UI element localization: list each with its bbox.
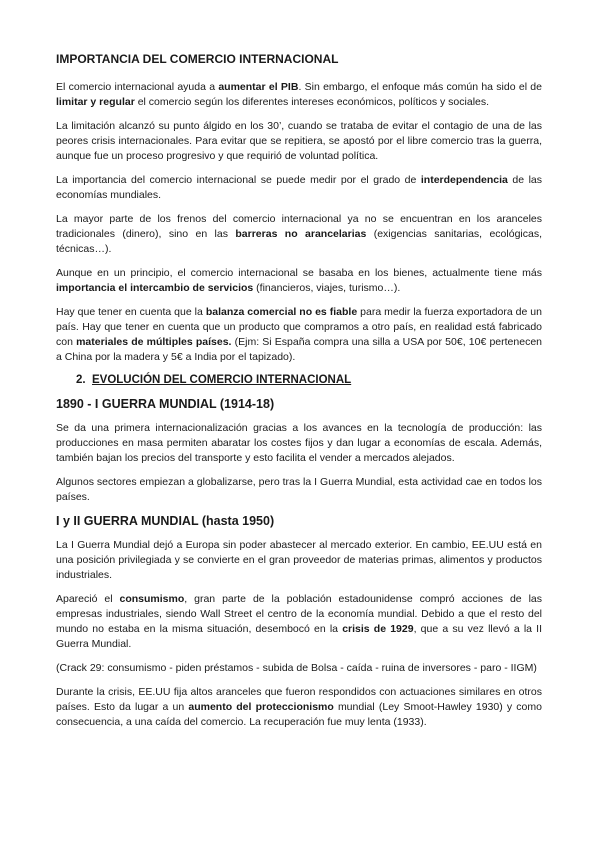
paragraph-servicios: [56, 266, 542, 296]
text: el comercio según los diferentes intereses económicos, políticos y sociales.: [134, 96, 490, 108]
document-body: [56, 52, 542, 739]
paragraph-balanza: [56, 305, 542, 365]
text: Durante la crisis, EE.UU fija altos aranceles que fueron respondidos con actuaciones similares en otros países. Esto da lugar a un: [56, 686, 542, 713]
paragraph-consumismo: [56, 592, 542, 652]
subheading-1890: 1890 - I GUERRA MUNDIAL (1914-18): [56, 397, 275, 411]
text: (Ejm: Si España compra una silla a USA por 50€, 10€ pertenecen a China por la madera y 5€ a India por el tapizado).: [56, 336, 542, 363]
paragraph-interdependencia: [56, 173, 542, 203]
text: (financieros, viajes, turismo…).: [253, 282, 401, 294]
text: , que a su vez llevó a la II Guerra Mundial.: [56, 623, 542, 650]
section-number: 2.: [76, 374, 86, 386]
text: El comercio internacional ayuda a: [56, 81, 219, 93]
subheading-guerras: I y II GUERRA MUNDIAL (hasta 1950): [56, 514, 275, 528]
paragraph-globalizarse: Algunos sectores empiezan a globalizarse, pero tras la I Guerra Mundial, esta actividad cae en todos los países.: [56, 476, 542, 503]
bold-text: balanza comercial no es fiable: [205, 306, 358, 318]
bold-text: aumentar el PIB: [218, 81, 299, 93]
bold-text: interdependencia: [420, 174, 508, 186]
text: La importancia del comercio internacional se puede medir por el grado de: [56, 174, 421, 186]
bold-text: crisis de 1929: [342, 623, 414, 635]
paragraph-internacionalizacion: Se da una primera internacionalización gracias a los avances en la tecnología de producción: las producciones en masa permiten abaratar los costes fijos y dan lugar a economías de escala. Además, también bajan los precios del transporte y esto facilita el vender a mercados alejados.: [56, 422, 542, 464]
text: para medir la fuerza exportadora de un país. Hay que tener en cuenta que un producto que compramos a otro país, en realidad está fabricado con: [56, 306, 542, 348]
text: , gran parte de la población estadounidense compró acciones de las empresas industriales, siendo Wall Street el centro de la economía mundial. Debido a que el resto del mundo no estaba en la misma situación, desembocó en la: [56, 593, 543, 635]
paragraph-crack: (Crack 29: consumismo - piden préstamos - subida de Bolsa - caída - ruina de inversores - paro - IIGM): [56, 662, 537, 674]
bold-text: consumismo: [119, 593, 185, 605]
text: (exigencias sanitarias, ecológicas, técnicas…).: [56, 228, 543, 255]
text: mundial (Ley Smoot-Hawley 1930) y como consecuencia, a una caída del comercio. La recuperación fue muy lenta (1933).: [56, 701, 542, 728]
text: . Sin embargo, el enfoque más común ha sido el de: [298, 81, 542, 93]
text: de las economías mundiales.: [56, 174, 543, 201]
paragraph-pib: [56, 80, 542, 110]
paragraph-barreras: [56, 212, 542, 257]
paragraph-limitacion: La limitación alcanzó su punto álgido en los 30’, cuando se trataba de evitar el contagio de una de las peores crisis internacionales. Para evitar que se repitiera, se apostó por el libre comercio tras la guerra, aunque fue un proceso progresivo y que requirió de voluntad política.: [56, 120, 542, 162]
text: Hay que tener en cuenta que la: [56, 306, 206, 318]
bold-text: barreras no arancelarias: [235, 228, 367, 240]
bold-text: importancia el intercambio de servicios: [56, 282, 254, 294]
section-title: EVOLUCIÓN DEL COMERCIO INTERNACIONAL: [92, 374, 352, 386]
text: Aunque en un principio, el comercio internacional se basaba en los bienes, actualmente tiene más: [56, 267, 542, 279]
text: Apareció el: [56, 593, 120, 605]
bold-text: aumento del proteccionismo: [188, 701, 334, 713]
text: La mayor parte de los frenos del comercio internacional ya no se encuentran en los aranceles tradicionales (dinero), sino en las: [56, 213, 542, 240]
section-heading-evolucion: [76, 374, 542, 386]
paragraph-proteccionismo: [56, 685, 542, 730]
heading-importancia: IMPORTANCIA DEL COMERCIO INTERNACIONAL: [56, 52, 339, 66]
paragraph-europa: La I Guerra Mundial dejó a Europa sin poder abastecer al mercado exterior. En cambio, EE.UU está en una posición privilegiada y se convierte en el gran proveedor de materias primas, alimentos y productos industriales.: [56, 539, 542, 581]
bold-text: materiales de múltiples países.: [76, 336, 232, 348]
bold-text: limitar y regular: [56, 96, 135, 108]
